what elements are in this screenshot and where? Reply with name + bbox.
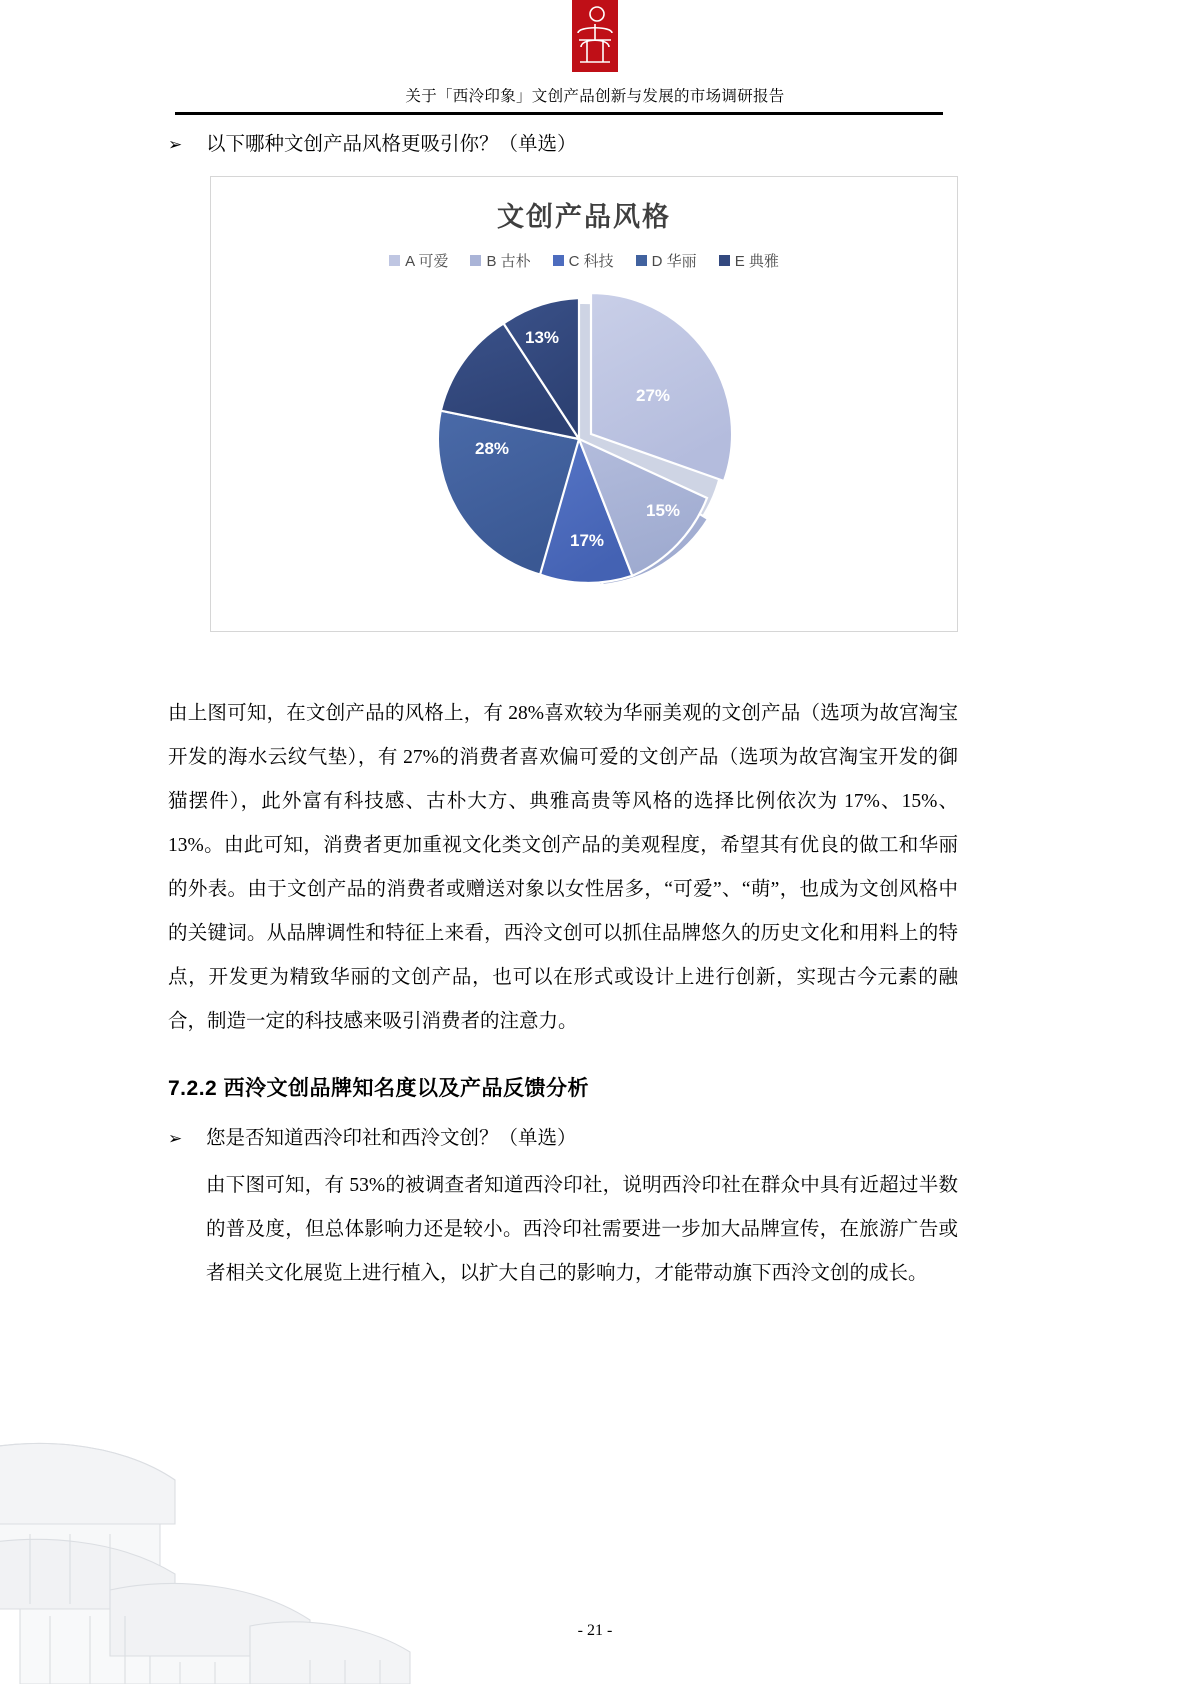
chart-title: 文创产品风格	[497, 202, 671, 232]
legend-swatch-d	[636, 255, 647, 266]
legend-label-e: E 典雅	[734, 253, 779, 270]
page-number: - 21 -	[577, 1622, 613, 1639]
legend-item-b	[470, 250, 530, 271]
chart-paragraph-spacer	[168, 632, 958, 692]
legend-item-a	[389, 250, 448, 271]
legend-item-d	[636, 250, 697, 271]
pie-label-a: 27%	[635, 386, 671, 405]
question-2-text: 您是否知道西泠印社和西泠文创？（单选）	[206, 1128, 577, 1149]
header-logo-container	[0, 0, 1190, 74]
question-2-body-paragraph: 由下图可知，有 53%的被调查者知道西泠印社，说明西泠印社在群众中具有近超过半数的普及度，但总体影响力还是较小。西泠印社需要进一步加大品牌宣传，在旅游广告或者相关文化展览上进行植入，以扩大自己的影响力，才能带动旗下西泠文创的成长。	[206, 1175, 958, 1284]
pie-plot-area	[211, 271, 957, 601]
xiling-seal-logo-icon	[572, 0, 618, 72]
temple-roof-watermark-icon	[0, 1394, 430, 1684]
pie-label-d: 28%	[474, 439, 510, 458]
pie-label-e: 13%	[524, 328, 560, 347]
legend-item-e	[719, 250, 779, 271]
question-2-line	[168, 1122, 958, 1156]
legend-item-c	[553, 250, 614, 271]
legend-swatch-e	[719, 255, 730, 266]
pie-chart-svg	[374, 271, 794, 601]
legend-label-b: B 古朴	[486, 253, 531, 270]
legend-swatch-c	[553, 255, 564, 266]
chart-legend	[211, 250, 957, 271]
bullet-arrow-icon: ➢	[168, 135, 183, 155]
question-1-text: 以下哪种文创产品风格更吸引你？（单选）	[206, 134, 577, 155]
legend-swatch-a	[389, 255, 400, 266]
pie-label-c: 17%	[569, 531, 605, 550]
pie-chart-figure	[210, 176, 958, 632]
legend-label-d: D 华丽	[651, 253, 697, 270]
section-heading-722: 7.2.2 西泠文创品牌知名度以及产品反馈分析	[168, 1077, 590, 1100]
analysis-paragraph: 由上图可知，在文创产品的风格上，有 28%喜欢较为华丽美观的文创产品（选项为故宫淘宝开发的海水云纹气垫），有 27%的消费者喜欢偏可爱的文创产品（选项为故宫淘宝开发的御猫摆件），此外富有科技感、古朴大方、典雅高贵等风格的选择比例依次为 17%、15%、13%。由此可知，消费者更加重视文化类文创产品的美观程度，希望其有优良的做工和华丽的外表。由于文创产品的消费者或赠送对象以女性居多，“可爱”、“萌”，也成为文创风格中的关键词。从品牌调性和特征上来看，西泠文创可以抓住品牌悠久的历史文化和用料上的特点，开发更为精致华丽的文创产品，也可以在形式或设计上进行创新，实现古今元素的融合，制造一定的科技感来吸引消费者的注意力。	[168, 703, 958, 1032]
header-divider-rule	[175, 112, 943, 115]
question-1-line	[168, 128, 958, 162]
legend-label-c: C 科技	[568, 253, 614, 270]
page-content	[168, 128, 958, 1296]
document-header-title: 关于「西泠印象」文创产品创新与发展的市场调研报告	[405, 88, 785, 105]
pie-label-b: 15%	[645, 501, 681, 520]
bullet-arrow-icon-2: ➢	[168, 1129, 183, 1149]
legend-swatch-b	[470, 255, 481, 266]
legend-label-a: A 可爱	[405, 253, 449, 270]
